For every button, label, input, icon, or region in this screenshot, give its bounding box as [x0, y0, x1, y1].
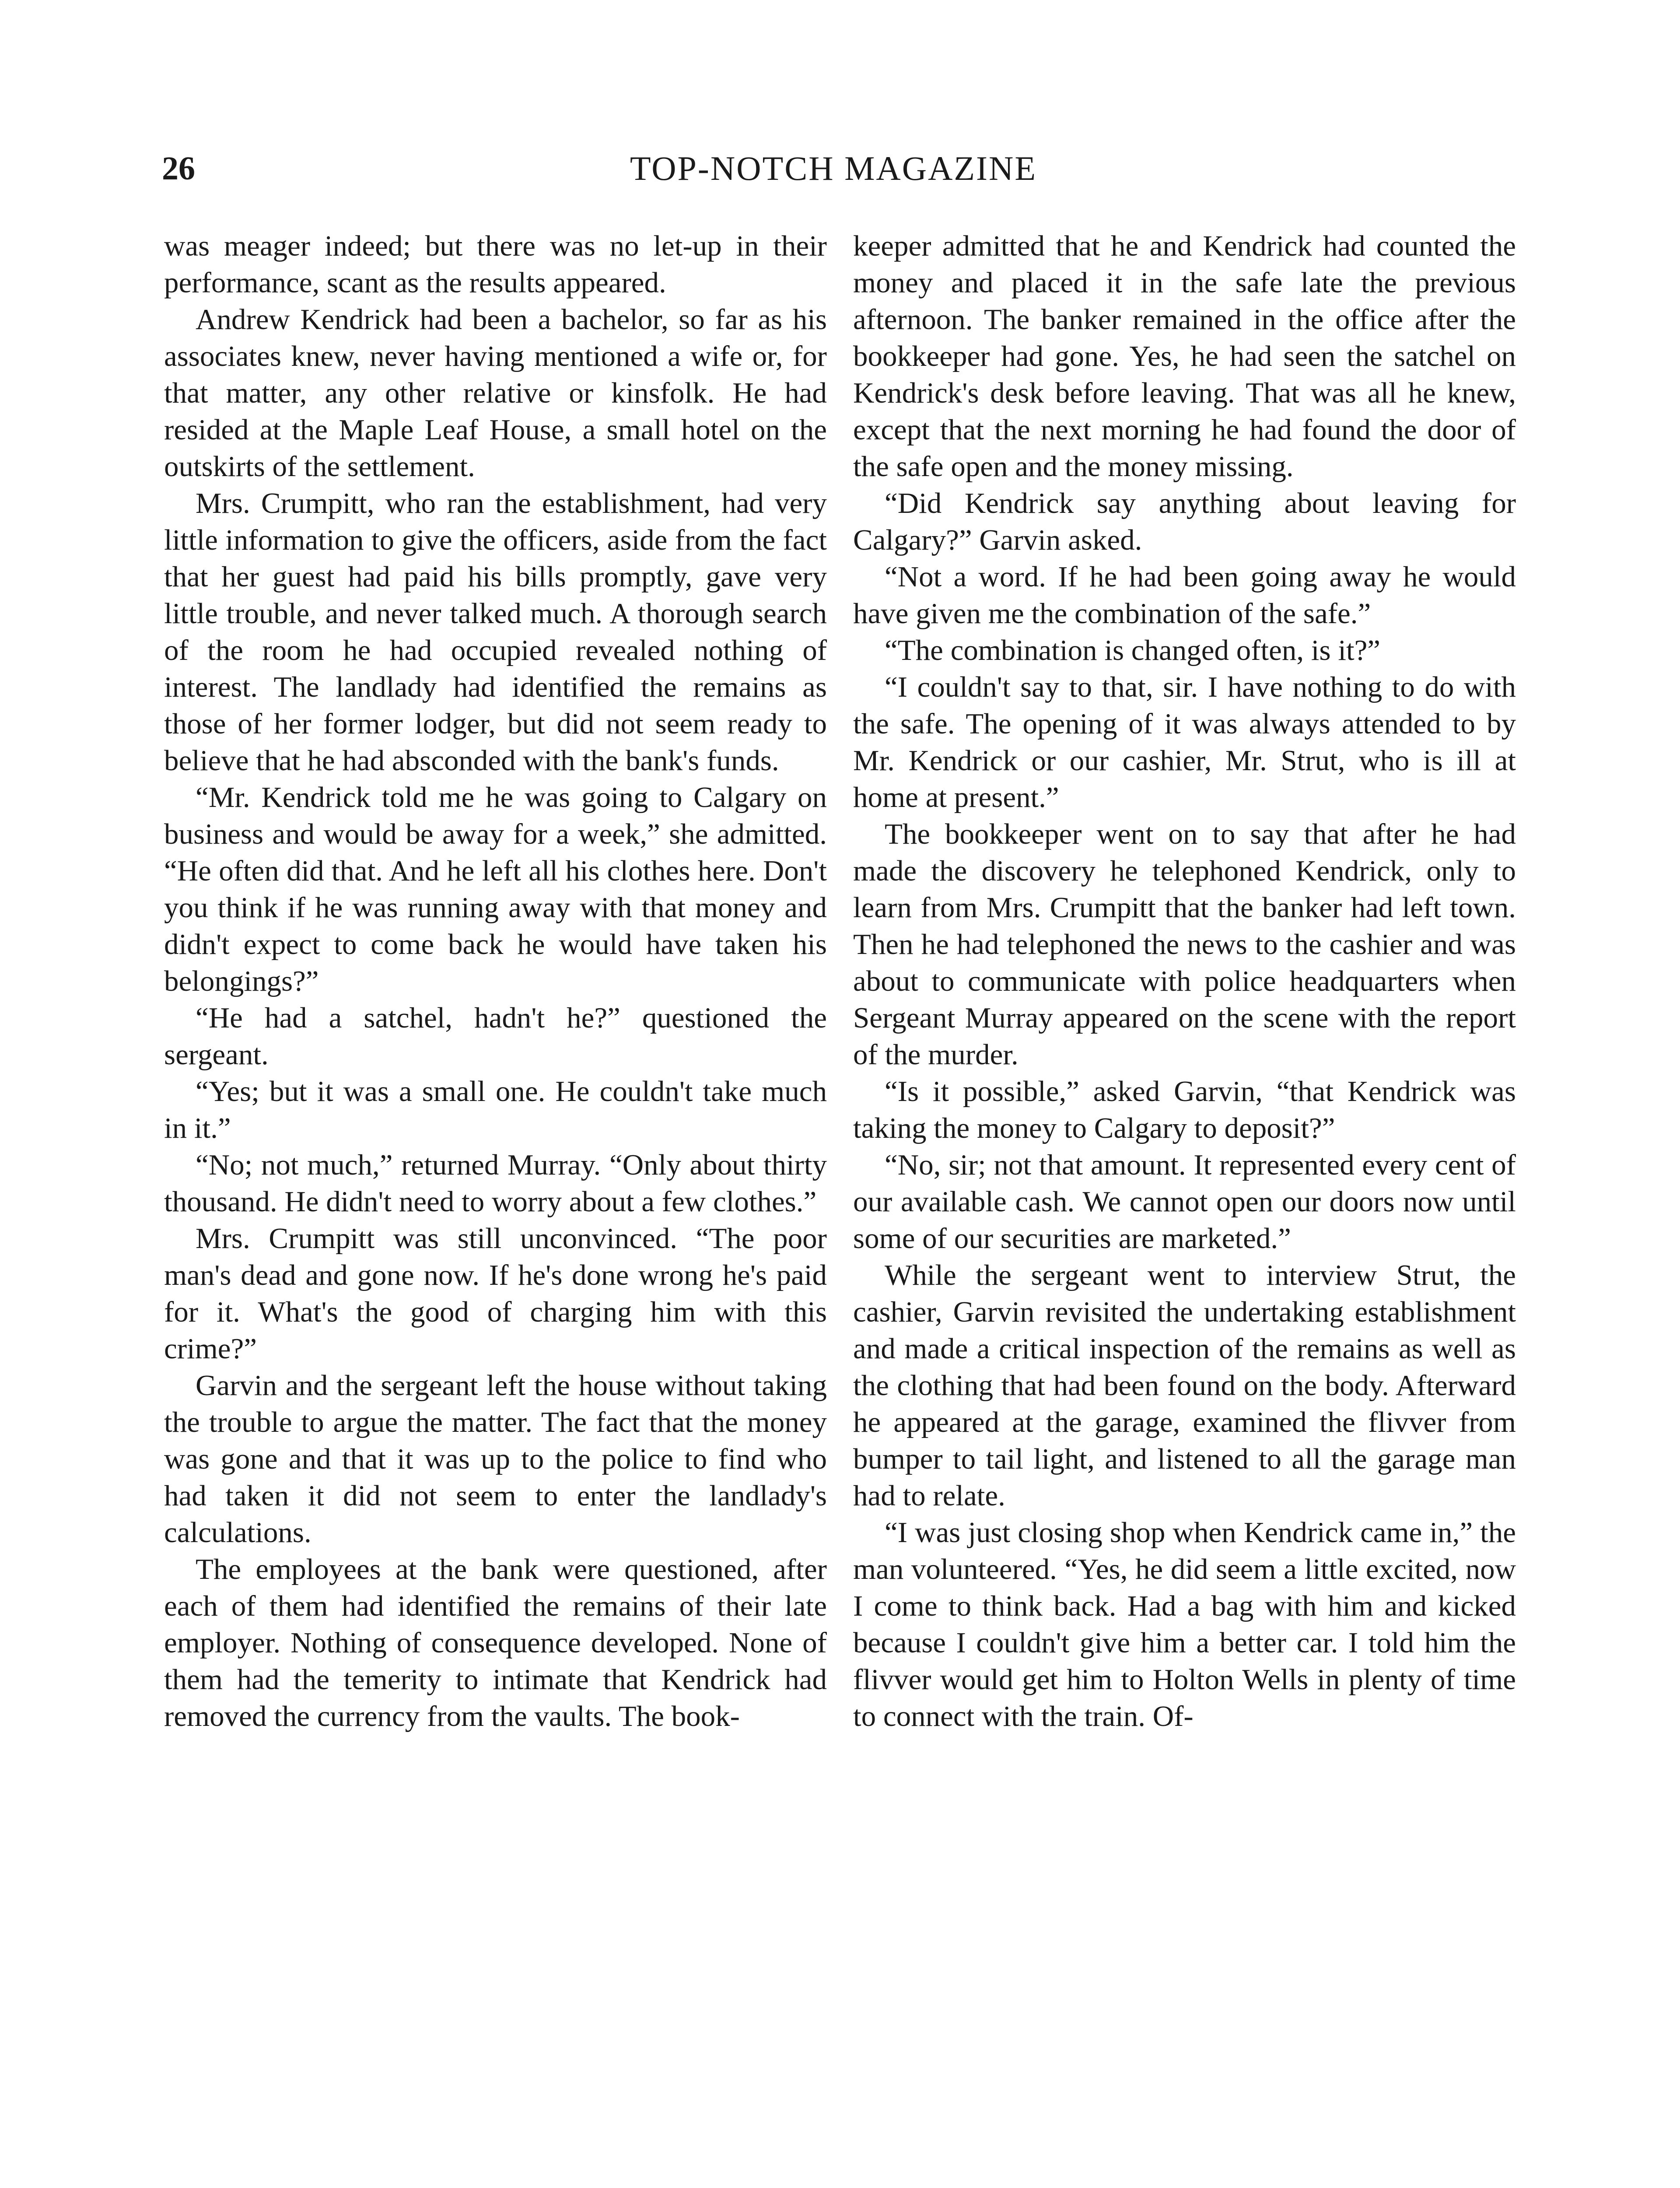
paragraph: “Did Kendrick say anything about leaving for Calgary?” Garvin asked.: [853, 487, 1516, 556]
paragraph: The bookkeeper went on to say that after he had made the discovery he telephoned Kendrick, only to learn from Mrs. Crumpitt that the banker had left town. Then he had telephoned the news to the cashier and was about to communicate with police headquarters when Sergeant Murray appeared on the scene with the report of the murder.: [853, 818, 1516, 1071]
paragraph: “Yes; but it was a small one. He couldn't take much in it.”: [164, 1075, 827, 1144]
paragraph: “The combination is changed often, is it?”: [885, 634, 1381, 666]
paragraph: Andrew Kendrick had been a bachelor, so far as his associates knew, never having mentioned a wife or, for that matter, any other relative or kinsfolk. He had resided at the Maple Leaf House, a small hotel on the outskirts of the settlement.: [164, 303, 827, 483]
left-text-column: [164, 228, 827, 1735]
paragraph: Mrs. Crumpitt was still unconvinced. “The poor man's dead and gone now. If he's done wrong he's paid for it. What's the good of charging him with this crime?”: [164, 1222, 827, 1365]
paragraph: “He had a satchel, hadn't he?” questioned the sergeant.: [164, 1002, 827, 1071]
paragraph: “Mr. Kendrick told me he was going to Calgary on business and would be away for a week,” she admitted. “He often did that. And he left all his clothes here. Don't you think if he was running away with that money and didn't expect to come back he would have taken his belongings?”: [164, 781, 827, 997]
paragraph: While the sergeant went to interview Strut, the cashier, Garvin revisited the undertaking establishment and made a critical inspection of the remains as well as the clothing that had been found on the body. Afterward he appeared at the garage, examined the flivver from bumper to tail light, and listened to all the garage man had to relate.: [853, 1259, 1516, 1512]
paragraph: Mrs. Crumpitt, who ran the establishment, had very little information to give the officers, aside from the fact that her guest had paid his bills promptly, gave very little trouble, and never talked much. A thorough search of the room he had occupied revealed nothing of interest. The landlady had identified the remains as those of her former lodger, but did not seem ready to believe that he had absconded with the bank's funds.: [164, 487, 827, 777]
paragraph: “Is it possible,” asked Garvin, “that Kendrick was taking the money to Calgary to deposit?”: [853, 1075, 1516, 1144]
magazine-title: TOP-NOTCH MAGAZINE: [630, 149, 1037, 187]
paragraph: keeper admitted that he and Kendrick had counted the money and placed it in the safe late the previous afternoon. The banker remained in the office after the bookkeeper had gone. Yes, he had seen the satchel on Kendrick's desk before leaving. That was all he knew, except that the next morning he had found the door of the safe open and the money missing.: [853, 230, 1516, 483]
page-header: [162, 144, 1505, 193]
paragraph: “No, sir; not that amount. It represented every cent of our available cash. We cannot open our doors now until some of our securities are marketed.”: [853, 1149, 1516, 1255]
paragraph: “I was just closing shop when Kendrick came in,” the man volunteered. “Yes, he did seem a little excited, now I come to think back. Had a bag with him and kicked because I couldn't give him a better car. I told him the flivver would get him to Holton Wells in plenty of time to connect with the train. Of-: [853, 1516, 1516, 1732]
paragraph: “No; not much,” returned Murray. “Only about thirty thousand. He didn't need to worry about a few clothes.”: [164, 1149, 827, 1218]
right-text-column: [853, 228, 1516, 1735]
paragraph: was meager indeed; but there was no let-up in their performance, scant as the results appeared.: [164, 230, 827, 299]
paragraph: “Not a word. If he had been going away he would have given me the combination of the safe.”: [853, 561, 1516, 630]
paragraph: “I couldn't say to that, sir. I have nothing to do with the safe. The opening of it was always attended to by Mr. Kendrick or our cashier, Mr. Strut, who is ill at home at present.”: [853, 671, 1516, 813]
paragraph: Garvin and the sergeant left the house without taking the trouble to argue the matter. The fact that the money was gone and that it was up to the police to find who had taken it did not seem to enter the landlady's calculations.: [164, 1369, 827, 1549]
page-number: 26: [162, 150, 195, 187]
paragraph: The employees at the bank were questioned, after each of them had identified the remains of their late employer. Nothing of consequence developed. None of them had the temerity to intimate that Kendrick had removed the currency from the vaults. The book-: [164, 1553, 827, 1732]
